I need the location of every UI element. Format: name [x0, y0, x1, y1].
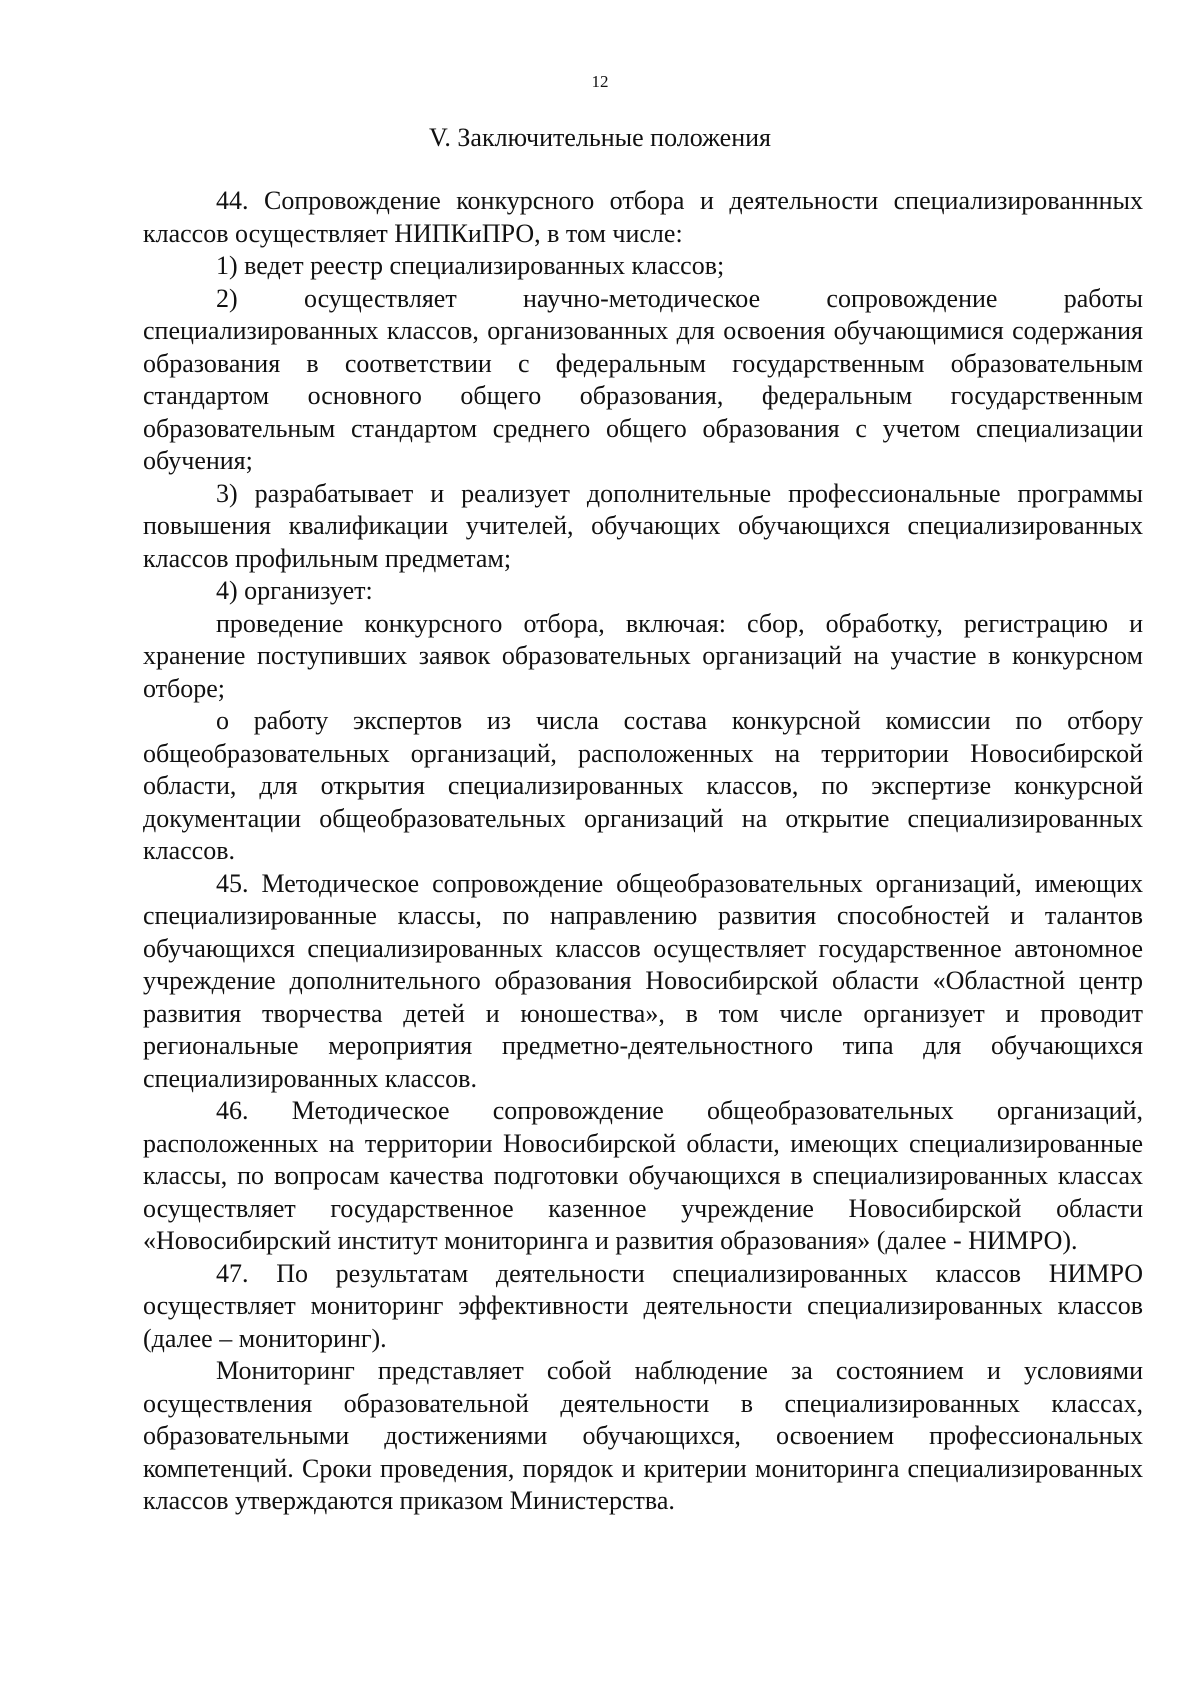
- paragraph-47: 47. По результатам деятельности специализированных классов НИМРО осуществляет мониторинг эффективности деятельности специализированных классов (далее – мониторинг).: [143, 1258, 1143, 1353]
- list-item-1: 1) ведет реестр специализированных классов;: [216, 251, 725, 280]
- list-item-4: 4) организует:: [216, 576, 373, 605]
- document-body: [143, 185, 1143, 1518]
- paragraph-45: 45. Методическое сопровождение общеобразовательных организаций, имеющих специализированные классы, по направлению развития способностей и талантов обучающихся специализированных классов осуществляет государственное автономное учреждение дополнительного образования Новосибирской области «Областной центр развития творчества детей и юношества», в том числе организует и проводит региональные мероприятия предметно-деятельностного типа для обучающихся специализированных классов.: [143, 868, 1143, 1093]
- paragraph-44: 44. Сопровождение конкурсного отбора и деятельности специализированнных классов осуществляет НИПКиПРО, в том числе:: [143, 186, 1143, 248]
- paragraph-46: 46. Методическое сопровождение общеобразовательных организаций, расположенных на территории Новосибирской области, имеющих специализированные классы, по вопросам качества подготовки обучающихся в специализированных классах осуществляет государственное казенное учреждение Новосибирской области «Новосибирский институт мониторинга и развития образования» (далее - НИМРО).: [143, 1096, 1143, 1255]
- paragraph-monitoring: Мониторинг представляет собой наблюдение за состоянием и условиями осуществления образовательной деятельности в специализированных классах, образовательными достижениями обучающихся, освоением профессиональных компетенций. Сроки проведения, порядок и критерии мониторинга специализированных классов утверждаются приказом Министерства.: [143, 1356, 1143, 1515]
- list-item-3: 3) разрабатывает и реализует дополнительные профессиональные программы повышения квалификации учителей, обучающих обучающихся специализированных классов профильным предметам;: [143, 478, 1143, 573]
- list-item-2: 2) осуществляет научно-методическое сопровождение работы специализированных классов, организованных для освоения обучающимися содержания образования в соответствии с федеральным государственным образовательным стандартом основного общего образования, федеральным государственным образовательным стандартом среднего общего образования с учетом специализации обучения;: [143, 283, 1143, 475]
- sub-item-experts: о работу экспертов из числа состава конкурсной комиссии по отбору общеобразовательных организаций, расположенных на территории Новосибирской области, для открытия специализированных классов, по экспертизе конкурсной документации общеобразовательных организаций на открытие специализированных классов.: [143, 706, 1143, 865]
- section-title: V. Заключительные положения: [428, 123, 772, 152]
- sub-item-competition: проведение конкурсного отбора, включая: сбор, обработку, регистрацию и хранение поступивших заявок образовательных организаций на участие в конкурсном отборе;: [143, 608, 1143, 703]
- page-number: 12: [591, 72, 609, 91]
